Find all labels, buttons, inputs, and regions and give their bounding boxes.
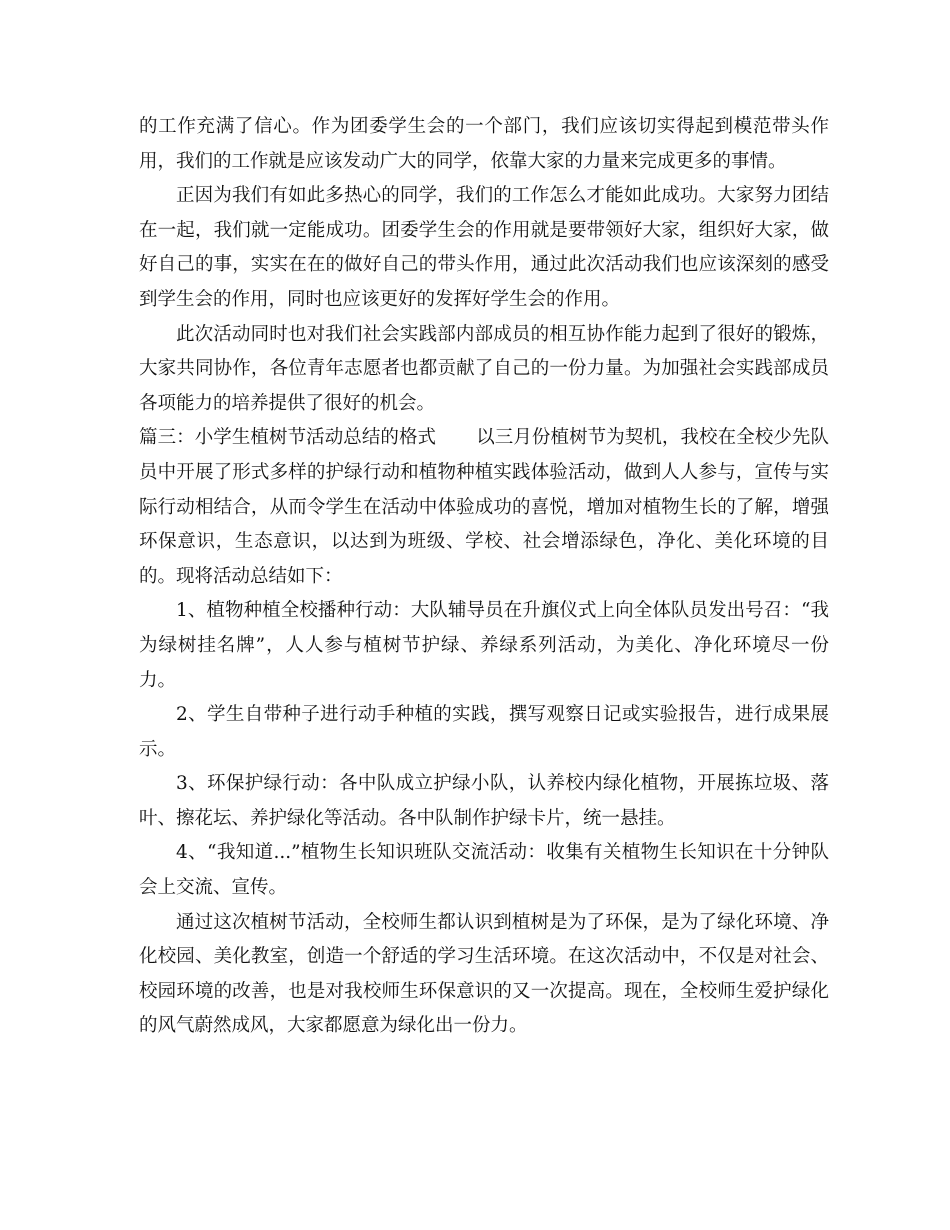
paragraph-conclusion: 通过这次植树节活动，全校师生都认识到植树是为了环保，是为了绿化环境、净化校园、美化教室，创造一个舒适的学习生活环境。在这次活动中，不仅是对社会、校园环境的改善，也是对我校师生环保意识的又一次提高。现在，全校师生爱护绿化的风气蔚然成风，大家都愿意为绿化出一份力。 [139,911,829,1037]
section-title: 篇三：小学生植树节活动总结的格式 [139,427,437,449]
section-intro: 以三月份植树节为契机，我校在全校少先队员中开展了形式多样的护绿行动和植物种植实践体验活动，做到人人参与，宣传与实际行动相结合，从而令学生在活动中体验成功的喜悦，增加对植物生长的了解，增强环保意识，生态意识，以达到为班级、学校、社会增添绿色，净化、美化环境的目的。现将活动总结如下： [139,427,829,587]
list-item-3: 3、环保护绿行动：各中队成立护绿小队，认养校内绿化植物，开展拣垃圾、落叶、擦花坛、养护绿化等活动。各中队制作护绿卡片，统一悬挂。 [139,773,829,829]
list-item-1: 1、植物种植全校播种行动：大队辅导员在升旗仪式上向全体队员发出号召：“我为绿树挂名牌”，人人参与植树节护绿、养绿系列活动，为美化、净化环境尽一份力。 [139,600,829,691]
paragraph-cooperation: 此次活动同时也对我们社会实践部内部成员的相互协作能力起到了很好的锻炼，大家共同协作，各位青年志愿者也都贡献了自己的一份力量。为加强社会实践部成员各项能力的培养提供了很好的机会。 [139,323,829,414]
section-three-paragraph [139,421,829,594]
paragraph-intro-continued: 的工作充满了信心。作为团委学生会的一个部门，我们应该切实得起到模范带头作用，我们的工作就是应该发动广大的同学，依靠大家的力量来完成更多的事情。 [139,116,829,172]
list-item-2: 2、学生自带种子进行动手种植的实践，撰写观察日记或实验报告，进行成果展示。 [139,704,829,760]
paragraph-enthusiasm: 正因为我们有如此多热心的同学，我们的工作怎么才能如此成功。大家努力团结在一起，我们就一定能成功。团委学生会的作用就是要带领好大家，组织好大家，做好自己的事，实实在在的做好自己的带头作用，通过此次活动我们也应该深刻的感受到学生会的作用，同时也应该更好的发挥好学生会的作用。 [139,185,829,310]
document-body [139,110,829,1044]
list-item-4: 4、“我知道...”植物生长知识班队交流活动：收集有关植物生长知识在十分钟队会上交流、宣传。 [139,842,829,899]
